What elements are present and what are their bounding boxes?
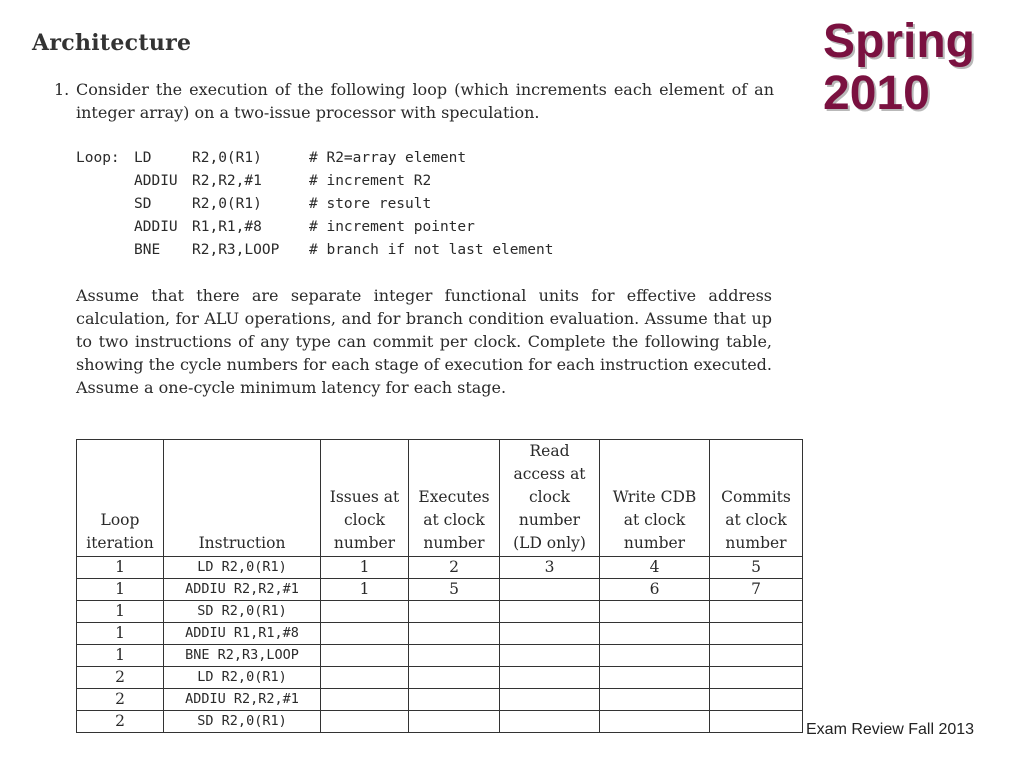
cycle-cell [710, 711, 803, 733]
code-operands: R2,R2,#1 [192, 173, 262, 189]
instruction-cell: SD R2,0(R1) [164, 711, 321, 733]
cycle-cell: 6 [600, 579, 710, 601]
cycle-cell [600, 711, 710, 733]
cycle-cell: 1 [321, 557, 409, 579]
cycle-cell [409, 645, 500, 667]
instruction-cell: ADDIU R2,R2,#1 [164, 689, 321, 711]
code-comment: # R2=array element [309, 150, 467, 166]
table-row [77, 601, 803, 623]
table-row [77, 711, 803, 733]
cycle-cell: 4 [600, 557, 710, 579]
cycle-cell [710, 601, 803, 623]
column-header-line: at clock [725, 511, 787, 529]
cycle-cell: 7 [710, 579, 803, 601]
table-row [77, 689, 803, 711]
cycle-cell [600, 645, 710, 667]
cycle-cell [500, 711, 600, 733]
cycle-cell [409, 601, 500, 623]
cycle-cell [600, 689, 710, 711]
cycle-cell: 5 [409, 579, 500, 601]
column-header-line: number [623, 534, 686, 552]
code-comment: # increment pointer [309, 219, 475, 235]
column-header [321, 440, 409, 557]
code-opcode: SD [134, 196, 152, 212]
column-header-line: clock [343, 511, 386, 529]
semester-badge [823, 16, 975, 120]
cycle-cell [500, 579, 600, 601]
cycle-cell: 3 [500, 557, 600, 579]
instruction-cell: BNE R2,R3,LOOP [164, 645, 321, 667]
cycle-cell [710, 645, 803, 667]
cycle-cell [710, 667, 803, 689]
iteration-cell: 1 [77, 557, 164, 579]
cycle-cell [409, 711, 500, 733]
column-header-line: iteration [86, 534, 154, 552]
code-opcode: LD [134, 150, 152, 166]
badge-year: 2010 [823, 67, 930, 120]
column-header-line: Executes [418, 488, 490, 506]
cycle-cell: 5 [710, 557, 803, 579]
cycle-cell [710, 623, 803, 645]
cycle-cell [500, 623, 600, 645]
column-header-line: clock [528, 488, 571, 506]
pipeline-table [76, 439, 803, 733]
iteration-cell: 2 [77, 689, 164, 711]
iteration-cell: 1 [77, 601, 164, 623]
table-row [77, 557, 803, 579]
cycle-cell [600, 667, 710, 689]
iteration-cell: 2 [77, 711, 164, 733]
column-header-line: Instruction [198, 534, 286, 552]
column-header-line: number [518, 511, 581, 529]
table-row [77, 579, 803, 601]
iteration-cell: 1 [77, 623, 164, 645]
column-header-line: Write CDB [612, 488, 697, 506]
table-header-row [77, 440, 803, 557]
column-header [600, 440, 710, 557]
code-opcode: BNE [134, 242, 161, 258]
instruction-cell: ADDIU R2,R2,#1 [164, 579, 321, 601]
iteration-cell: 1 [77, 645, 164, 667]
code-opcode: ADDIU [134, 173, 178, 189]
code-label: Loop: [76, 150, 120, 166]
column-header-line: number [333, 534, 396, 552]
column-header-line: Loop [100, 511, 140, 529]
code-operands: R1,R1,#8 [192, 219, 262, 235]
badge-season: Spring [823, 15, 975, 68]
instruction-cell: SD R2,0(R1) [164, 601, 321, 623]
footer-text: Exam Review Fall 2013 [806, 721, 975, 738]
cycle-cell [600, 623, 710, 645]
cycle-cell: 2 [409, 557, 500, 579]
section-title: Architecture [32, 30, 192, 56]
column-header [500, 440, 600, 557]
iteration-cell: 1 [77, 579, 164, 601]
cycle-cell [500, 645, 600, 667]
cycle-cell [321, 645, 409, 667]
table-row [77, 645, 803, 667]
question-number: 1. [54, 80, 70, 99]
column-header [710, 440, 803, 557]
assumptions-paragraph: Assume that there are separate integer functional units for effective address calculation, for ALU operations, and for branch condition evaluation. Assume that up to two instructions of any type can commit per clock. Complete the following table, showing the cycle numbers for each stage of execution for each instruction executed. Assume a one-cycle minimum latency for each stage. [76, 286, 772, 397]
column-header [409, 440, 500, 557]
cycle-cell [321, 689, 409, 711]
table-row [77, 667, 803, 689]
instruction-cell: LD R2,0(R1) [164, 557, 321, 579]
column-header-line: Commits [721, 488, 791, 506]
instruction-cell: ADDIU R1,R1,#8 [164, 623, 321, 645]
cycle-cell [710, 689, 803, 711]
code-operands: R2,0(R1) [192, 196, 262, 212]
code-comment: # branch if not last element [309, 242, 554, 258]
column-header-line: number [725, 534, 787, 552]
cycle-cell [409, 689, 500, 711]
code-operands: R2,0(R1) [192, 150, 262, 166]
code-comment: # store result [309, 196, 432, 212]
column-header-line: Read [529, 442, 570, 460]
table-row [77, 623, 803, 645]
cycle-cell [409, 667, 500, 689]
column-header-line: (LD only) [513, 534, 586, 552]
column-header-line: at clock [623, 511, 686, 529]
cycle-cell [500, 667, 600, 689]
cycle-cell: 1 [321, 579, 409, 601]
code-opcode: ADDIU [134, 219, 178, 235]
cycle-cell [500, 689, 600, 711]
column-header-line: number [423, 534, 485, 552]
instruction-cell: LD R2,0(R1) [164, 667, 321, 689]
table-body [77, 557, 803, 733]
column-header [77, 440, 164, 557]
cycle-cell [409, 623, 500, 645]
cycle-cell [321, 667, 409, 689]
cycle-cell [600, 601, 710, 623]
cycle-cell [321, 711, 409, 733]
column-header [164, 440, 321, 557]
code-comment: # increment R2 [309, 173, 432, 189]
column-header-line: Issues at [329, 488, 400, 506]
column-header-line: at clock [423, 511, 485, 529]
question [54, 78, 774, 124]
iteration-cell: 2 [77, 667, 164, 689]
cycle-cell [321, 623, 409, 645]
cycle-cell [321, 601, 409, 623]
code-operands: R2,R3,LOOP [192, 242, 280, 258]
column-header-line: access at [513, 465, 586, 483]
question-text: Consider the execution of the following loop (which increments each element of an integer array) on a two-issue processor with speculation. [76, 80, 774, 122]
cycle-cell [500, 601, 600, 623]
